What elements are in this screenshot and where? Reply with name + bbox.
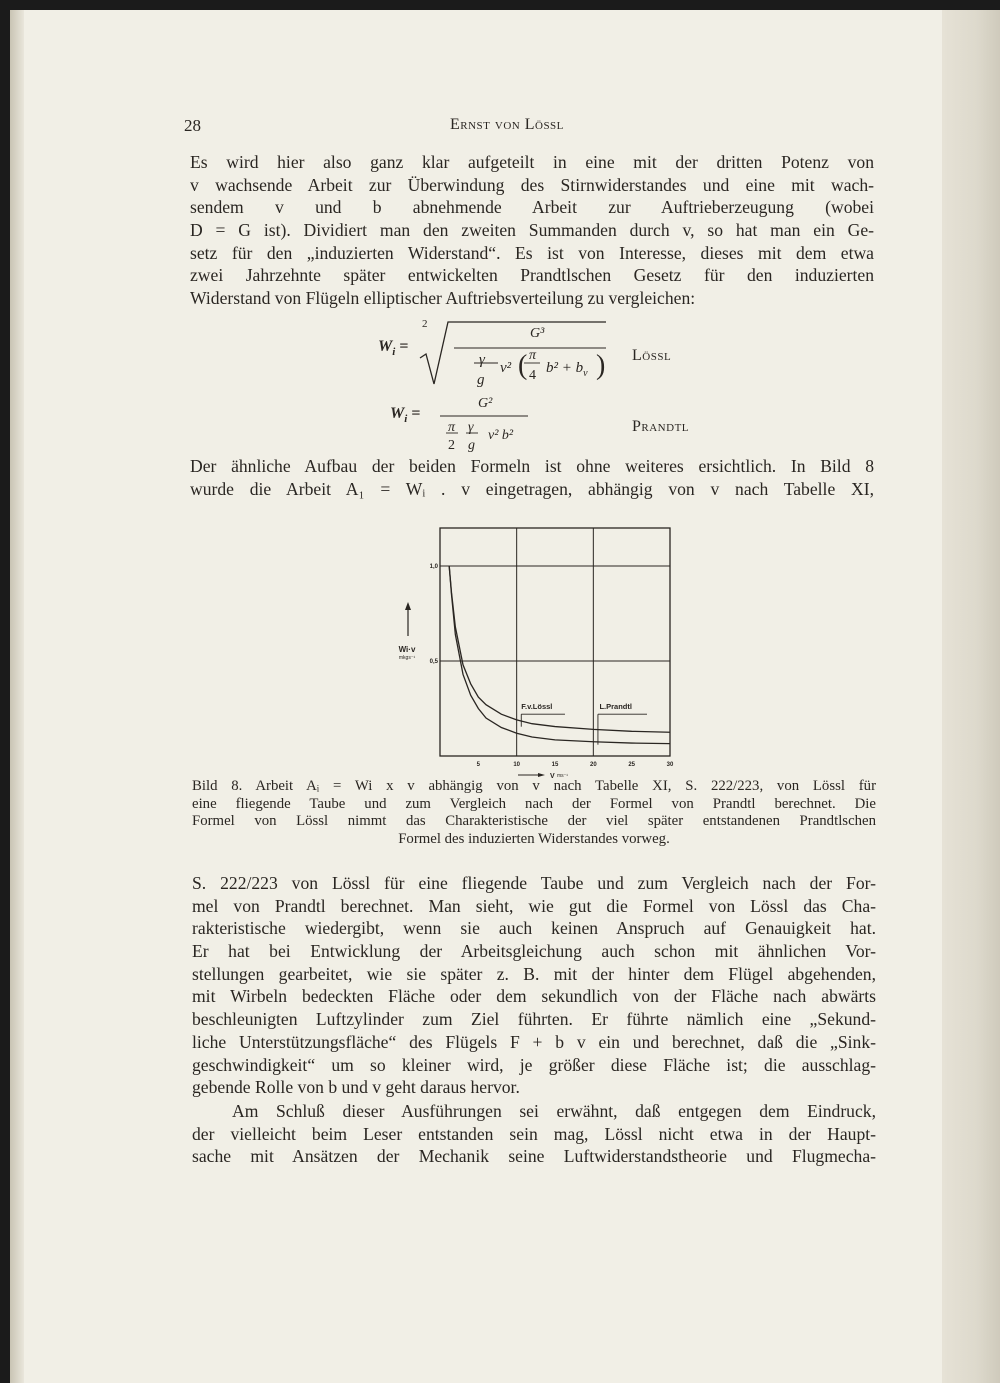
text-line: mit Wirbeln bedeckten Fläche oder dem sekundlich von der Fläche nach abwärts	[192, 986, 876, 1007]
x-axis-arrowhead	[538, 773, 545, 777]
text-line: beschleunigten Luftzylinder zum Ziel führten. Er führte nämlich eine „Sekund-	[192, 1009, 876, 1030]
caption-line: eine fliegende Taube und zum Vergleich nach der Formel von Prandtl berechnet. Die	[192, 795, 876, 812]
x-axis-unit: ms⁻¹	[557, 773, 568, 779]
text-line: rakteristische wiedergibt, wenn sie auch keinen Anspruch auf Genauigkeit hat.	[192, 918, 876, 939]
text-line: der vielleicht beim Leser entstanden sein mag, Lössl nicht etwa in der Haupt-	[192, 1123, 876, 1144]
formula1-label: Lössl	[632, 347, 672, 364]
running-title: Ernst von Lössl	[450, 116, 564, 133]
text-line: geschwindigkeit“ um so kleiner wird, je größer diese Fläche ist; die ausschlag-	[192, 1054, 876, 1075]
x-tick-label: 10	[513, 762, 521, 768]
text-line: sache mit Ansätzen der Mechanik seine Luftwiderstandstheorie und Flugmecha-	[192, 1146, 876, 1167]
formula2-pi: π	[448, 420, 456, 435]
y-tick-label: 0,5	[429, 659, 438, 665]
formula-lhs-2: $W_i$ =	[390, 405, 421, 426]
x-axis-label: V	[550, 773, 555, 780]
paragraph-2	[190, 455, 874, 500]
text-line: wurde die Arbeit A₁ = Wᵢ . v eingetragen, abhängig von v nach Tabelle XI,	[190, 478, 874, 499]
x-tick-label: 15	[551, 762, 559, 768]
formula2-numerator: G²	[478, 396, 493, 411]
text-line: D = G ist). Dividiert man den zweiten Summanden durch v, so hat man ein Ge-	[190, 220, 874, 241]
x-tick-label: 5	[476, 762, 481, 768]
formula2-gamma: γ	[468, 420, 474, 435]
formula-block	[378, 312, 738, 462]
formula-lhs-1: $W_i$ =	[378, 338, 409, 359]
text-line: liche Unterstützungsfläche“ des Flügels F + b v ein und berechnet, daß die „Sink-	[192, 1031, 876, 1052]
formula2-v2b2: v² b²	[488, 428, 514, 443]
text-line: Widerstand von Flügeln elliptischer Auftriebsverteilung zu vergleichen:	[190, 288, 696, 309]
formula1-v2: v²	[500, 360, 512, 376]
y-axis-label: Wi·v	[398, 645, 416, 654]
formula1-pi: π	[529, 348, 537, 363]
x-tick-label: 20	[589, 762, 597, 768]
formula1-gamma: γ	[479, 352, 485, 368]
page-number: 28	[184, 116, 201, 135]
text-line: Es wird hier also ganz klar aufgeteilt in eine mit der dritten Potenz von	[190, 152, 874, 172]
paragraph-1	[190, 151, 874, 310]
y-tick-label: 1,0	[429, 564, 438, 570]
series-label-loessl: F.v.Lössl	[521, 702, 553, 712]
series-line	[449, 566, 670, 744]
formula1-4: 4	[529, 368, 536, 383]
formula2-label: Prandtl	[632, 418, 690, 435]
book-page	[10, 10, 1000, 1383]
text-line: mel von Prandtl berechnet. Man sieht, wie gut die Formel von Lössl das Cha-	[192, 895, 876, 916]
paragraph-3	[192, 872, 876, 1099]
caption-line: Formel von Lössl nimmt das Charakteristische der viel später entstandenen Prandtlschen	[192, 813, 876, 829]
formula2-g: g	[468, 438, 475, 453]
formula1-g: g	[477, 372, 485, 388]
y-axis-arrowhead	[405, 602, 411, 610]
text-line: Er hat bei Entwicklung der Arbeitsgleichung auch schon mit ähnlichen Vor-	[192, 941, 876, 962]
series-label-prandtl: L.Prandtl	[599, 702, 632, 712]
text-line: S. 222/223 von Lössl für eine fliegende Taube und zum Vergleich nach der For-	[192, 873, 876, 893]
formula2-2: 2	[448, 438, 455, 453]
text-line: sendem v und b abnehmende Arbeit zur Auftrieberzeugung (wobei	[190, 197, 874, 218]
text-line: Am Schluß dieser Ausführungen sei erwähnt, daß entgegen dem Eindruck,	[232, 1101, 876, 1121]
caption-line: Bild 8. Arbeit Aᵢ = Wi x v abhängig von v nach Tabelle XI, S. 222/223, von Lössl für	[192, 778, 876, 794]
figure-8-chart	[390, 510, 690, 780]
text-line: zwei Jahrzehnte später entwickelten Prandtlschen Gesetz für den induzierten	[190, 265, 874, 286]
figure-caption	[192, 778, 876, 848]
text-line: gebende Rolle von b und v geht daraus hervor.	[192, 1077, 520, 1098]
formula1-lparen: (	[518, 350, 528, 381]
text-line: v wachsende Arbeit zur Überwindung des Stirnwiderstandes und eine mit wach-	[190, 174, 874, 195]
text-line: Der ähnliche Aufbau der beiden Formeln ist ohne weiteres ersichtlich. In Bild 8	[190, 456, 874, 476]
formula1-numerator: G³	[530, 326, 545, 341]
series-line	[449, 566, 670, 732]
plot-frame	[440, 528, 670, 756]
text-line: stellungen gearbeitet, wie sie später z. B. mit der hinter dem Flügel abgehenden,	[192, 963, 876, 984]
formula1-b2-bv: $b^2 + b_v$	[546, 360, 588, 379]
x-tick-label: 25	[628, 762, 636, 768]
caption-line: Formel des induzierten Widerstandes vorweg.	[398, 830, 670, 847]
y-axis-unit: mkgs⁻¹	[398, 655, 416, 661]
x-tick-label: 30	[666, 762, 674, 768]
paragraph-4	[192, 1100, 876, 1168]
root-index: 2	[422, 318, 428, 330]
formula1-rparen: )	[596, 350, 606, 381]
text-line: setz für den „induzierten Widerstand“. Es ist von Interesse, dieses mit dem etwa	[190, 242, 874, 263]
